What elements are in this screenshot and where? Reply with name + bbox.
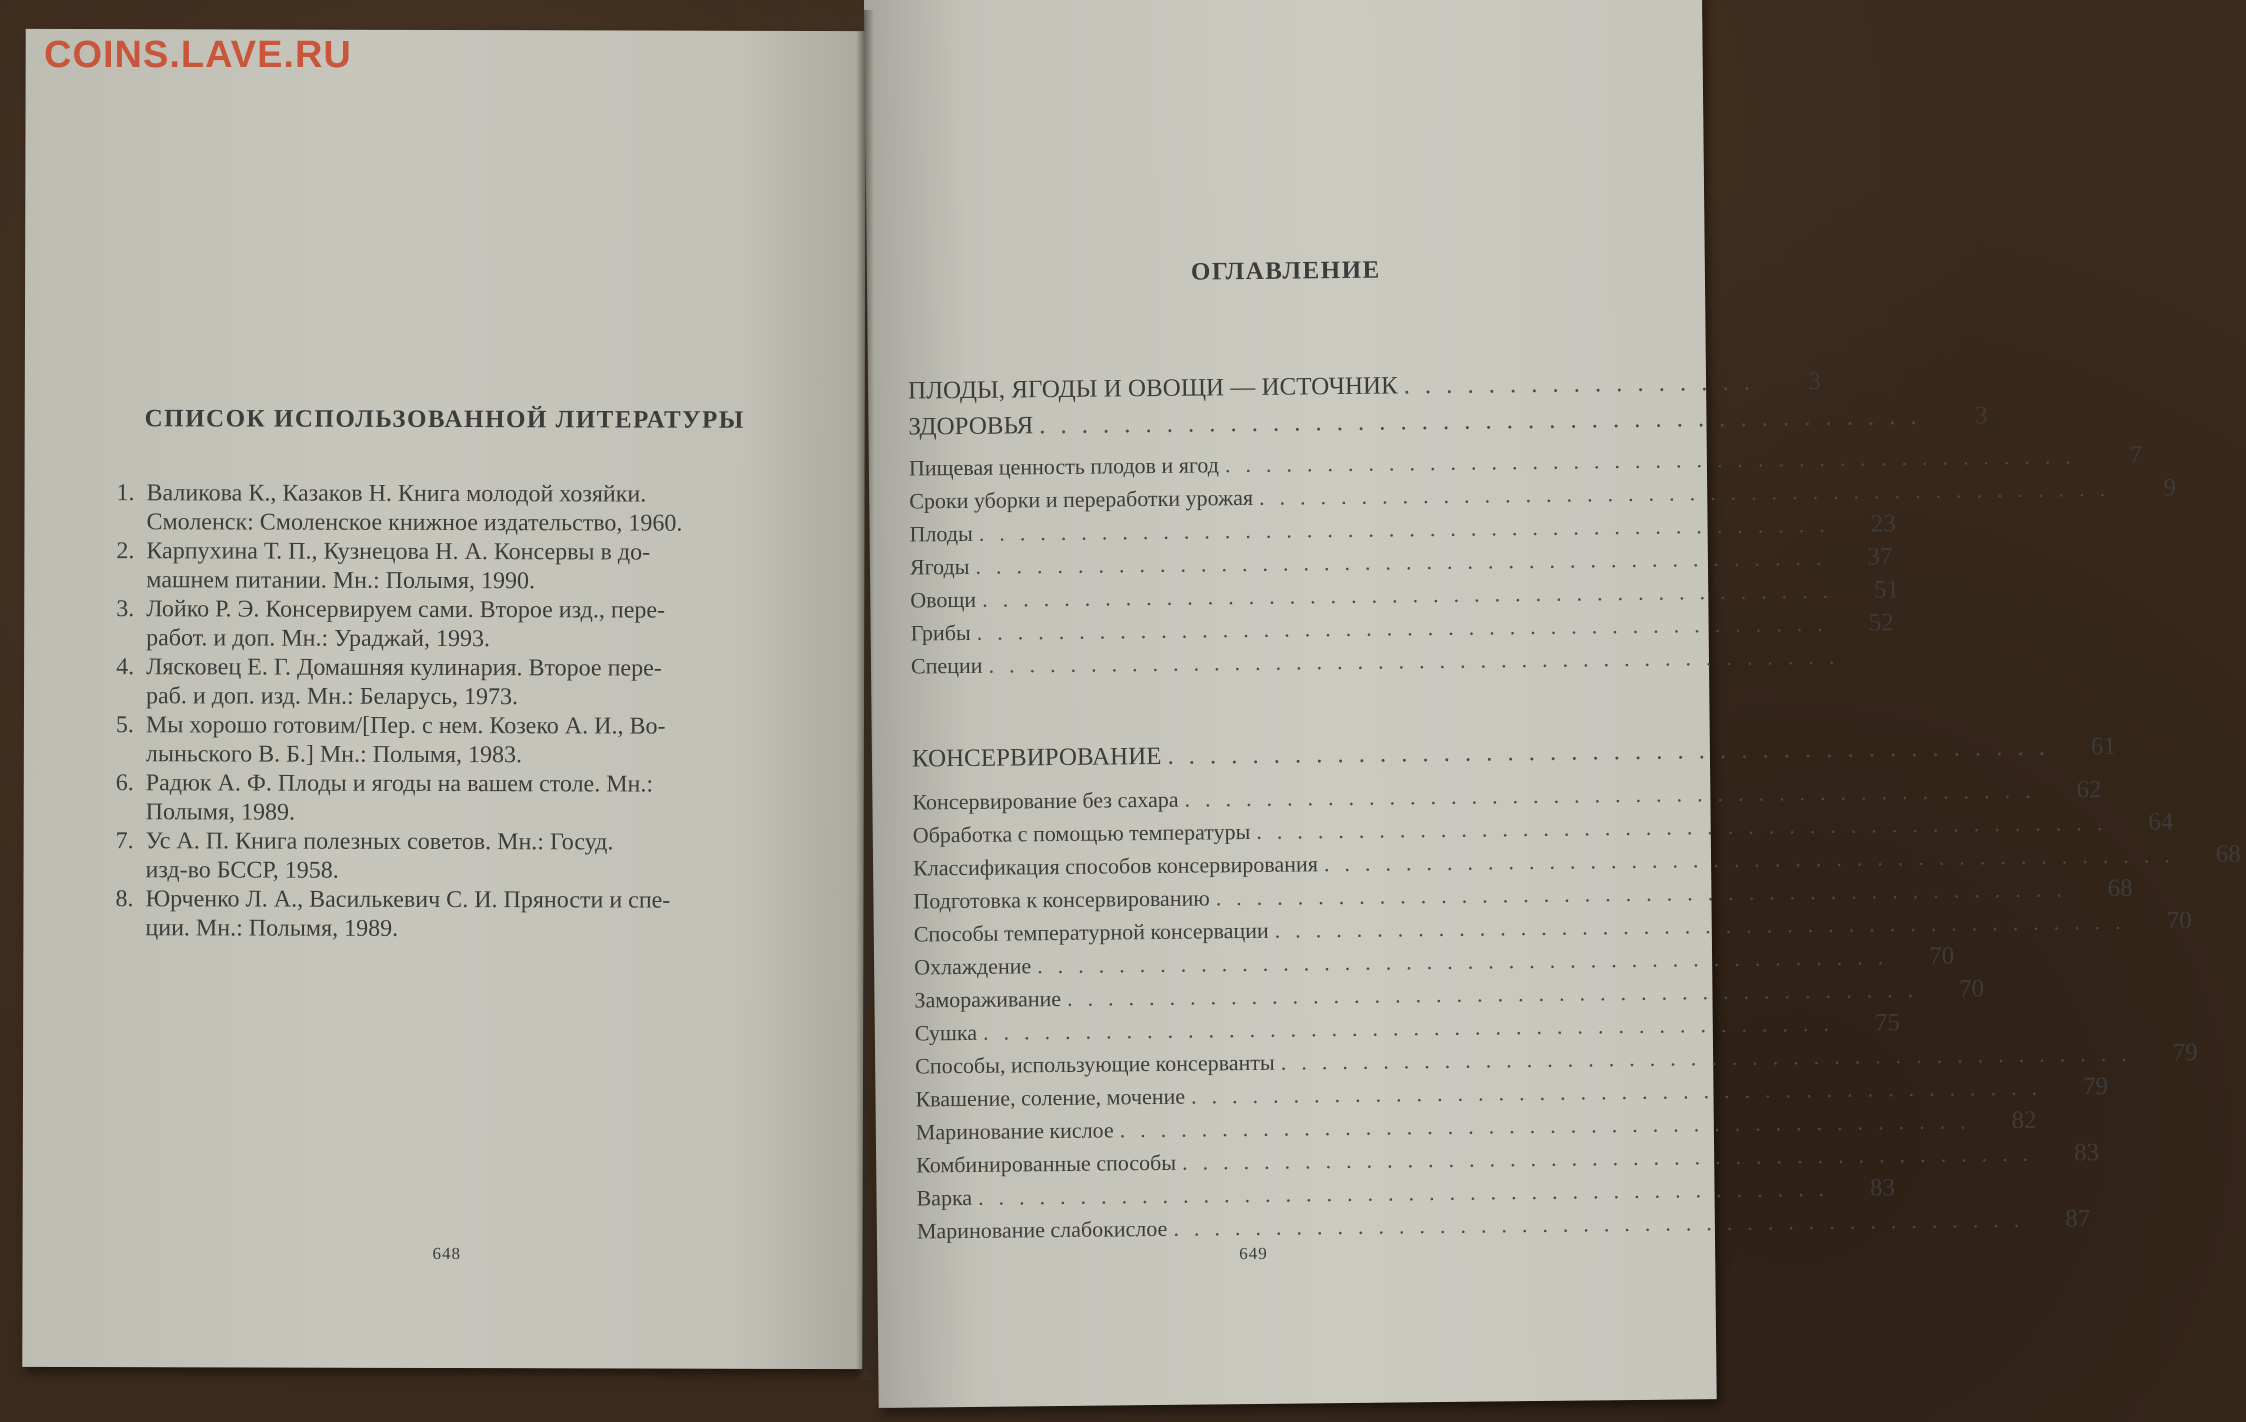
toc-item-label: Подготовка к консервированию bbox=[913, 885, 1210, 914]
toc-leader: .......................................... bbox=[976, 610, 1838, 645]
reference-line: Лойко Р. Э. Консервируем сами. Второе изд., пере- bbox=[146, 596, 666, 624]
right-page bbox=[864, 0, 2241, 1408]
toc-page-number: 70 bbox=[1958, 975, 1985, 1003]
reference-line: работ. и доп. Мн.: Ураджай, 1993. bbox=[146, 625, 491, 653]
toc-page-number: 68 bbox=[2215, 840, 2241, 868]
toc-section-heading bbox=[908, 402, 1988, 445]
toc-item-label: Ягоды bbox=[909, 553, 970, 580]
toc-page-number: 3 bbox=[1975, 402, 1988, 430]
toc-page-number: 62 bbox=[2076, 776, 2102, 804]
toc-item-label: Замораживание bbox=[914, 985, 1062, 1013]
reference-item bbox=[116, 711, 816, 771]
page-number: 648 bbox=[432, 1243, 462, 1264]
site-watermark: COINS.LAVE.RU bbox=[44, 34, 352, 76]
toc-item-label: Пищевая ценность плодов и ягод bbox=[908, 452, 1220, 481]
reference-line: Лясковец Е. Г. Домашняя кулинария. Второе пере- bbox=[146, 654, 662, 682]
toc-item-label: Овощи bbox=[910, 586, 977, 613]
toc-leader: .......................................... bbox=[981, 577, 1844, 612]
toc-item-label: Маринование кислое bbox=[915, 1117, 1114, 1145]
reference-item bbox=[116, 827, 816, 887]
toc-page-number: 82 bbox=[2011, 1106, 2037, 1135]
toc-page-number: 61 bbox=[2090, 732, 2117, 761]
toc-leader: .......................................... bbox=[982, 1010, 1845, 1045]
toc-page-number: 3 bbox=[1808, 368, 1822, 396]
toc-page-number: 75 bbox=[1874, 1009, 1901, 1037]
toc-leader: .......................................... bbox=[1190, 1074, 2053, 1109]
toc-item-label: Варка bbox=[916, 1184, 973, 1211]
toc-leader: .......................................... bbox=[978, 511, 1840, 546]
toc-section bbox=[911, 732, 2241, 1247]
toc-page-number: 51 bbox=[1873, 576, 1900, 604]
reference-number: 8. bbox=[115, 886, 134, 913]
toc-title: ОГЛАВЛЕНИЕ bbox=[1190, 256, 1381, 286]
toc-page-number: 37 bbox=[1867, 543, 1893, 571]
reference-line: Полымя, 1989. bbox=[145, 799, 296, 826]
toc-leader: .......................................... bbox=[1323, 842, 2185, 877]
toc-leader: .......................................... bbox=[975, 544, 1837, 579]
toc-leader: .......................................... bbox=[1173, 1206, 2035, 1241]
reference-line: раб. и доп. изд. Мн.: Беларусь, 1973. bbox=[145, 683, 519, 711]
toc-item-label: Консервирование без сахара bbox=[912, 786, 1179, 815]
toc-leader: .......................................... bbox=[1181, 1140, 2044, 1175]
toc-page-number: 68 bbox=[2107, 874, 2133, 903]
toc-item-label: Плоды bbox=[909, 520, 973, 547]
toc-heading-label: ПЛОДЫ, ЯГОДЫ И ОВОЩИ — ИСТОЧНИК bbox=[907, 372, 1398, 405]
toc-item-label: Обработка с помощью температуры bbox=[912, 819, 1251, 848]
reference-line: ции. Мн.: Полымя, 1989. bbox=[145, 915, 399, 942]
toc-item-label: Комбинированные способы bbox=[916, 1149, 1177, 1178]
toc-page-number bbox=[1850, 663, 1906, 664]
toc-heading-label: ЗДОРОВЬЯ bbox=[908, 412, 1034, 441]
toc-leader: .......................................... bbox=[1274, 908, 2136, 943]
reference-item bbox=[116, 653, 816, 713]
toc-item-label: Специи bbox=[910, 652, 983, 679]
reference-item bbox=[116, 479, 816, 539]
toc-item bbox=[910, 642, 1850, 682]
toc-item-label: Способы, использующие консерванты bbox=[915, 1049, 1275, 1079]
toc-leader: .......................................... bbox=[1215, 876, 2077, 911]
toc-item-label: Классификация способов консервирования bbox=[912, 851, 1319, 881]
toc-leader: .......................................... bbox=[977, 1175, 1840, 1210]
toc-page-number: 23 bbox=[1870, 510, 1896, 538]
toc-item bbox=[916, 1205, 2091, 1247]
toc-page-number: 64 bbox=[2148, 808, 2174, 836]
toc-page-number: 79 bbox=[2172, 1039, 2198, 1067]
toc-leader: .......................................... bbox=[1066, 976, 1929, 1011]
toc-section-heading bbox=[911, 732, 2117, 777]
reference-number: 5. bbox=[115, 712, 134, 739]
toc-item-label: Сушка bbox=[914, 1019, 978, 1046]
toc-item-label: Квашение, соление, мочение bbox=[915, 1083, 1186, 1112]
reference-item bbox=[116, 769, 816, 829]
reference-number: 4. bbox=[116, 654, 135, 681]
toc-page-number: 79 bbox=[2082, 1073, 2109, 1101]
toc-leader: .......................................... bbox=[1184, 777, 2046, 812]
toc-heading-label: КОНСЕРВИРОВАНИЕ bbox=[911, 742, 1162, 773]
reference-line: лыньского В. Б.] Мн.: Полымя, 1983. bbox=[145, 741, 523, 769]
toc-leader: .......................................... bbox=[1224, 443, 2087, 478]
reference-line: Мы хорошо готовим/[Пер. с нем. Козеко А. И., Во- bbox=[145, 712, 666, 740]
reference-number: 2. bbox=[116, 538, 135, 565]
reference-line: изд-во БССР, 1958. bbox=[145, 857, 339, 884]
toc-page-number: 52 bbox=[1868, 609, 1894, 637]
reference-line: Ус А. П. Книга полезных советов. Мн.: Госуд. bbox=[145, 828, 614, 856]
toc-item-label: Маринование слабокислое bbox=[916, 1215, 1168, 1244]
bibliography-title: СПИСОК ИСПОЛЬЗОВАННОЙ ЛИТЕРАТУРЫ bbox=[144, 405, 745, 434]
reference-line: Радюк А. Ф. Плоды и ягоды на вашем столе. Мн.: bbox=[145, 770, 654, 798]
toc-page-number: 83 bbox=[1869, 1174, 1896, 1202]
toc-leader: .......................................... bbox=[1256, 809, 2118, 844]
left-page bbox=[22, 29, 866, 1369]
toc-item-label: Сроки уборки и переработки урожая bbox=[909, 484, 1254, 514]
reference-number: 1. bbox=[116, 480, 135, 507]
reference-list bbox=[115, 479, 816, 945]
book-spine bbox=[856, 10, 874, 1380]
reference-number: 7. bbox=[115, 828, 134, 855]
toc-page-number: 70 bbox=[1929, 942, 1955, 970]
reference-number: 3. bbox=[116, 596, 135, 623]
reference-line: Смоленск: Смоленское книжное издательство, 1960. bbox=[146, 509, 683, 537]
toc-section bbox=[907, 366, 2177, 682]
toc-page-number: 87 bbox=[2065, 1205, 2091, 1233]
toc-leader: .......................................... bbox=[1280, 1040, 2142, 1075]
toc-page-number: 7 bbox=[2129, 441, 2143, 469]
toc-leader: .......................................... bbox=[1167, 733, 2061, 770]
toc-leader: ................. bbox=[1403, 368, 1766, 400]
toc-item-label: Грибы bbox=[910, 619, 971, 646]
toc-leader: .......................................... bbox=[988, 643, 1850, 678]
reference-item bbox=[116, 537, 816, 597]
toc-page-number: 83 bbox=[2073, 1139, 2100, 1167]
toc-leader: .......................................... bbox=[1119, 1108, 1981, 1143]
toc-page-number: 70 bbox=[2166, 907, 2192, 935]
reference-line: Валикова К., Казаков Н. Книга молодой хозяйки. bbox=[146, 480, 647, 508]
toc-leader: .......................................... bbox=[1039, 402, 1932, 440]
reference-number: 6. bbox=[115, 770, 134, 797]
toc-leader: .......................................... bbox=[1037, 944, 1899, 979]
toc-page-number: 9 bbox=[2163, 474, 2177, 502]
reference-item bbox=[115, 885, 815, 945]
toc-item-label: Способы температурной консервации bbox=[913, 917, 1269, 947]
toc-leader: .......................................... bbox=[1258, 475, 2121, 510]
reference-line: машнем питании. Мн.: Полымя, 1990. bbox=[146, 567, 536, 595]
reference-line: Юрченко Л. А., Василькевич С. И. Пряности и спе- bbox=[145, 886, 671, 914]
toc-item-label: Охлаждение bbox=[913, 953, 1032, 980]
page-number: 649 bbox=[1239, 1243, 1268, 1264]
reference-line: Карпухина Т. П., Кузнецова Н. А. Консервы в до- bbox=[146, 538, 651, 566]
reference-item bbox=[116, 595, 816, 655]
